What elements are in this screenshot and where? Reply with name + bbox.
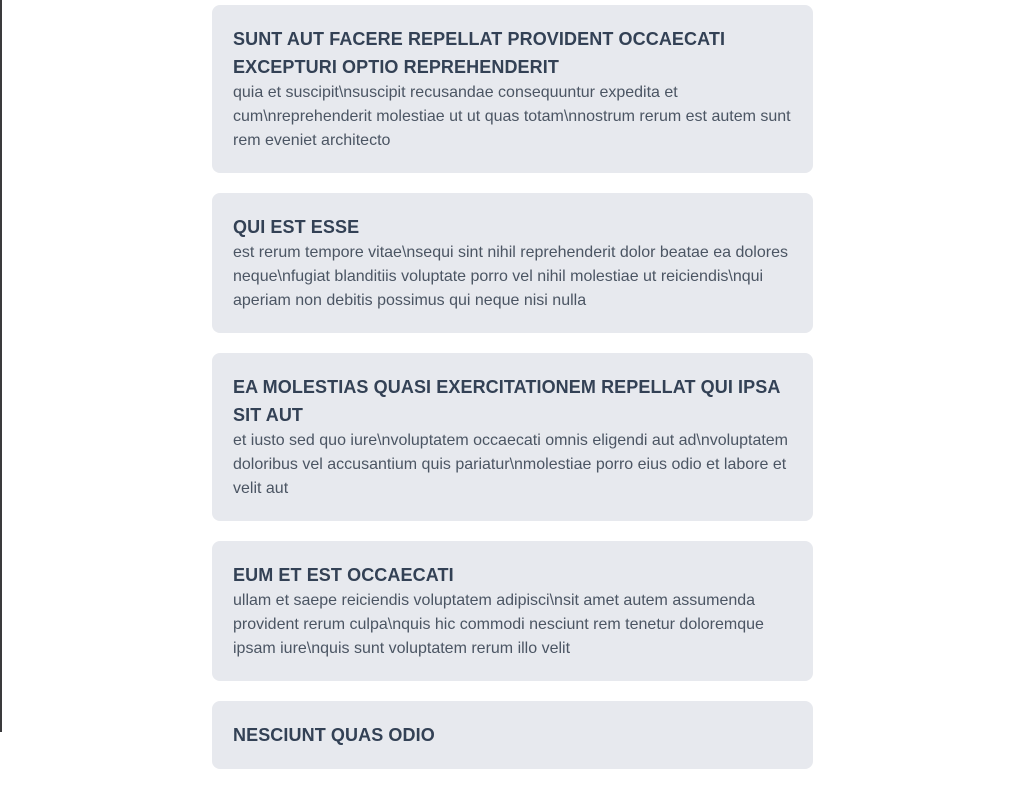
post-card: [212, 541, 813, 681]
post-body: quia et suscipit\nsuscipit recusandae consequuntur expedita et cum\nreprehenderit molestiae ut ut quas totam\nnostrum rerum est autem sunt rem eveniet architecto: [233, 84, 791, 149]
post-title: SUNT AUT FACERE REPELLAT PROVIDENT OCCAECATI EXCEPTURI OPTIO REPREHENDERIT: [233, 29, 726, 77]
post-card: [212, 5, 813, 173]
window-left-border: [0, 0, 2, 732]
post-card: [212, 193, 813, 333]
post-card: [212, 701, 813, 769]
post-body: ullam et saepe reiciendis voluptatem adipisci\nsit amet autem assumenda provident rerum culpa\nquis hic commodi nesciunt rem tenetur doloremque ipsam iure\nquis sunt voluptatem rerum illo velit: [233, 592, 764, 657]
post-title: NESCIUNT QUAS ODIO: [233, 725, 435, 745]
post-body: est rerum tempore vitae\nsequi sint nihil reprehenderit dolor beatae ea dolores neque\nfugiat blanditiis voluptate porro vel nihil molestiae ut reiciendis\nqui aperiam non debitis possimus qui neque nisi nulla: [233, 244, 788, 309]
post-card: [212, 353, 813, 521]
posts-list: [212, 5, 813, 789]
post-body: et iusto sed quo iure\nvoluptatem occaecati omnis eligendi aut ad\nvoluptatem doloribus vel accusantium quis pariatur\nmolestiae porro eius odio et labore et velit aut: [233, 432, 789, 497]
post-title: EA MOLESTIAS QUASI EXERCITATIONEM REPELLAT QUI IPSA SIT AUT: [233, 377, 780, 425]
post-title: EUM ET EST OCCAECATI: [233, 565, 454, 585]
post-title: QUI EST ESSE: [233, 217, 360, 237]
